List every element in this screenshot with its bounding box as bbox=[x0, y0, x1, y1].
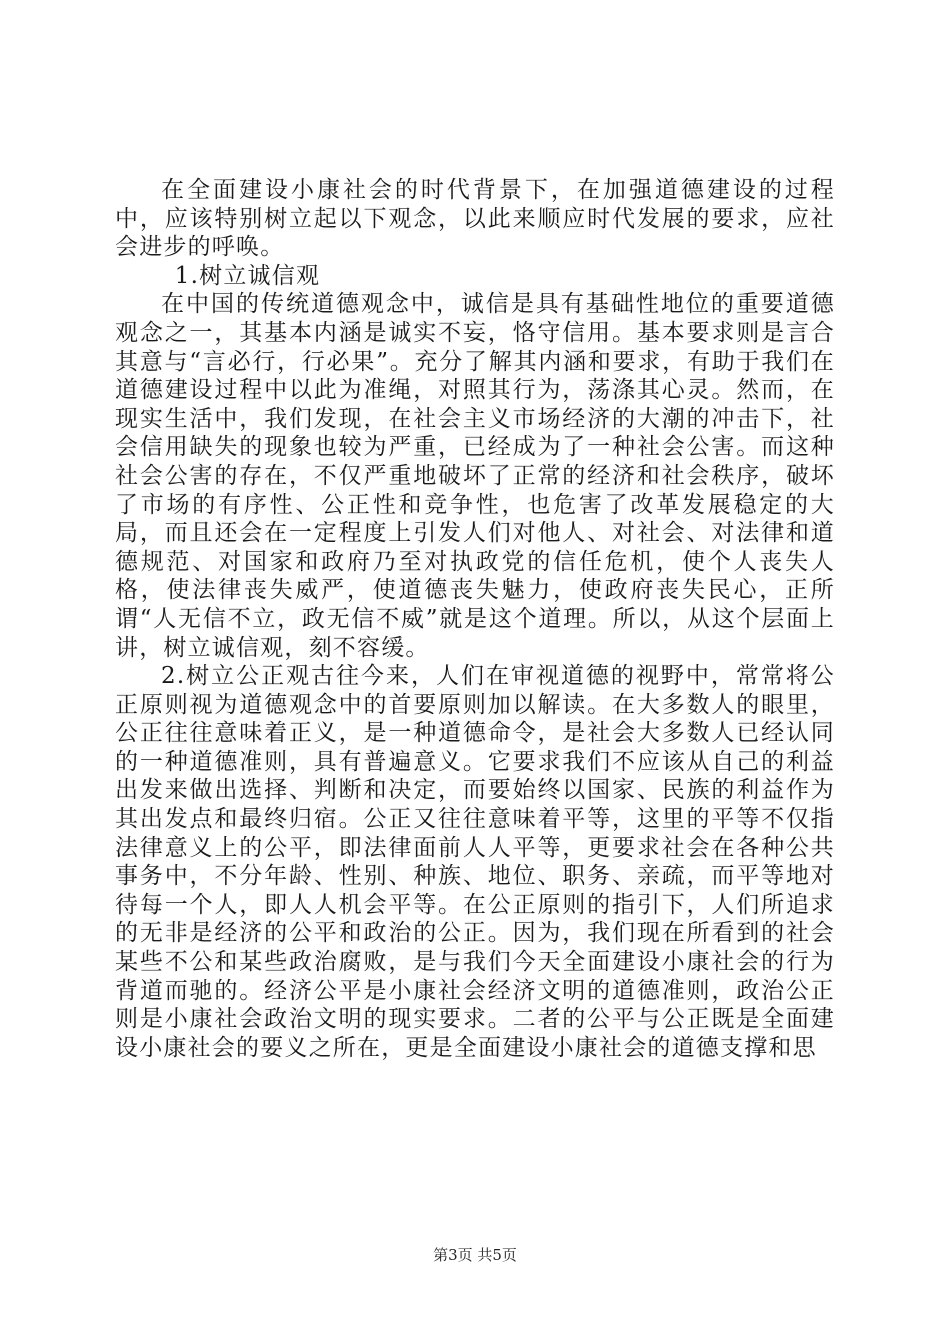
justice-paragraph: 2.树立公正观古往今来，人们在审视道德的视野中，常常将公正原则视为道德观念中的首要原则加以解读。在大多数人的眼里，公正往往意味着正义，是一种道德命令，是社会大多数人已经认同的一种道德准则，具有普遍意义。它要求我们不应该从自己的利益出发来做出选择、判断和决定，而要始终以国家、民族的利益作为其出发点和最终归宿。公正又往往意味着平等，这里的平等不仅指法律意义上的公平，即法律面前人人平等，更要求社会在各种公共事务中，不分年龄、性别、种族、地位、职务、亲疏，而平等地对待每一个人，即人人机会平等。在公正原则的指引下，人们所追求的无非是经济的公平和政治的公正。因为，我们现在所看到的社会某些不公和某些政治腐败，是与我们今天全面建设小康社会的行为背道而驰的。经济公平是小康社会经济文明的道德准则，政治公正则是小康社会政治文明的现实要求。二者的公平与公正既是全面建设小康社会的要义之所在，更是全面建设小康社会的道德支撑和思 bbox=[115, 663, 835, 1061]
intro-paragraph: 在全面建设小康社会的时代背景下，在加强道德建设的过程中，应该特别树立起以下观念，以此来顺应时代发展的要求，应社会进步的呼唤。 bbox=[115, 177, 835, 261]
integrity-paragraph: 在中国的传统道德观念中，诚信是具有基础性地位的重要道德观念之一，其基本内涵是诚实不妄，恪守信用。基本要求则是言合其意与“言必行，行必果”。充分了解其内涵和要求，有助于我们在道德建设过程中以此为准绳，对照其行为，荡涤其心灵。然而，在现实生活中，我们发现，在社会主义市场经济的大潮的冲击下，社会信用缺失的现象也较为严重，已经成为了一种社会公害。而这种社会公害的存在，不仅严重地破坏了正常的经济和社会秩序，破坏了市场的有序性、公正性和竞争性，也危害了改革发展稳定的大局，而且还会在一定程度上引发人们对他人、对社会、对法律和道德规范、对国家和政府乃至对执政党的信任危机，使个人丧失人格，使法律丧失威严，使道德丧失魅力，使政府丧失民心，正所谓“人无信不立，政无信不威”就是这个道理。所以，从这个层面上讲，树立诚信观，刻不容缓。 bbox=[115, 291, 835, 661]
section-heading-integrity: 1.树立诚信观 bbox=[174, 262, 321, 289]
document-body bbox=[115, 176, 835, 1062]
page-number-footer: 第3页 共5页 bbox=[433, 1246, 517, 1264]
